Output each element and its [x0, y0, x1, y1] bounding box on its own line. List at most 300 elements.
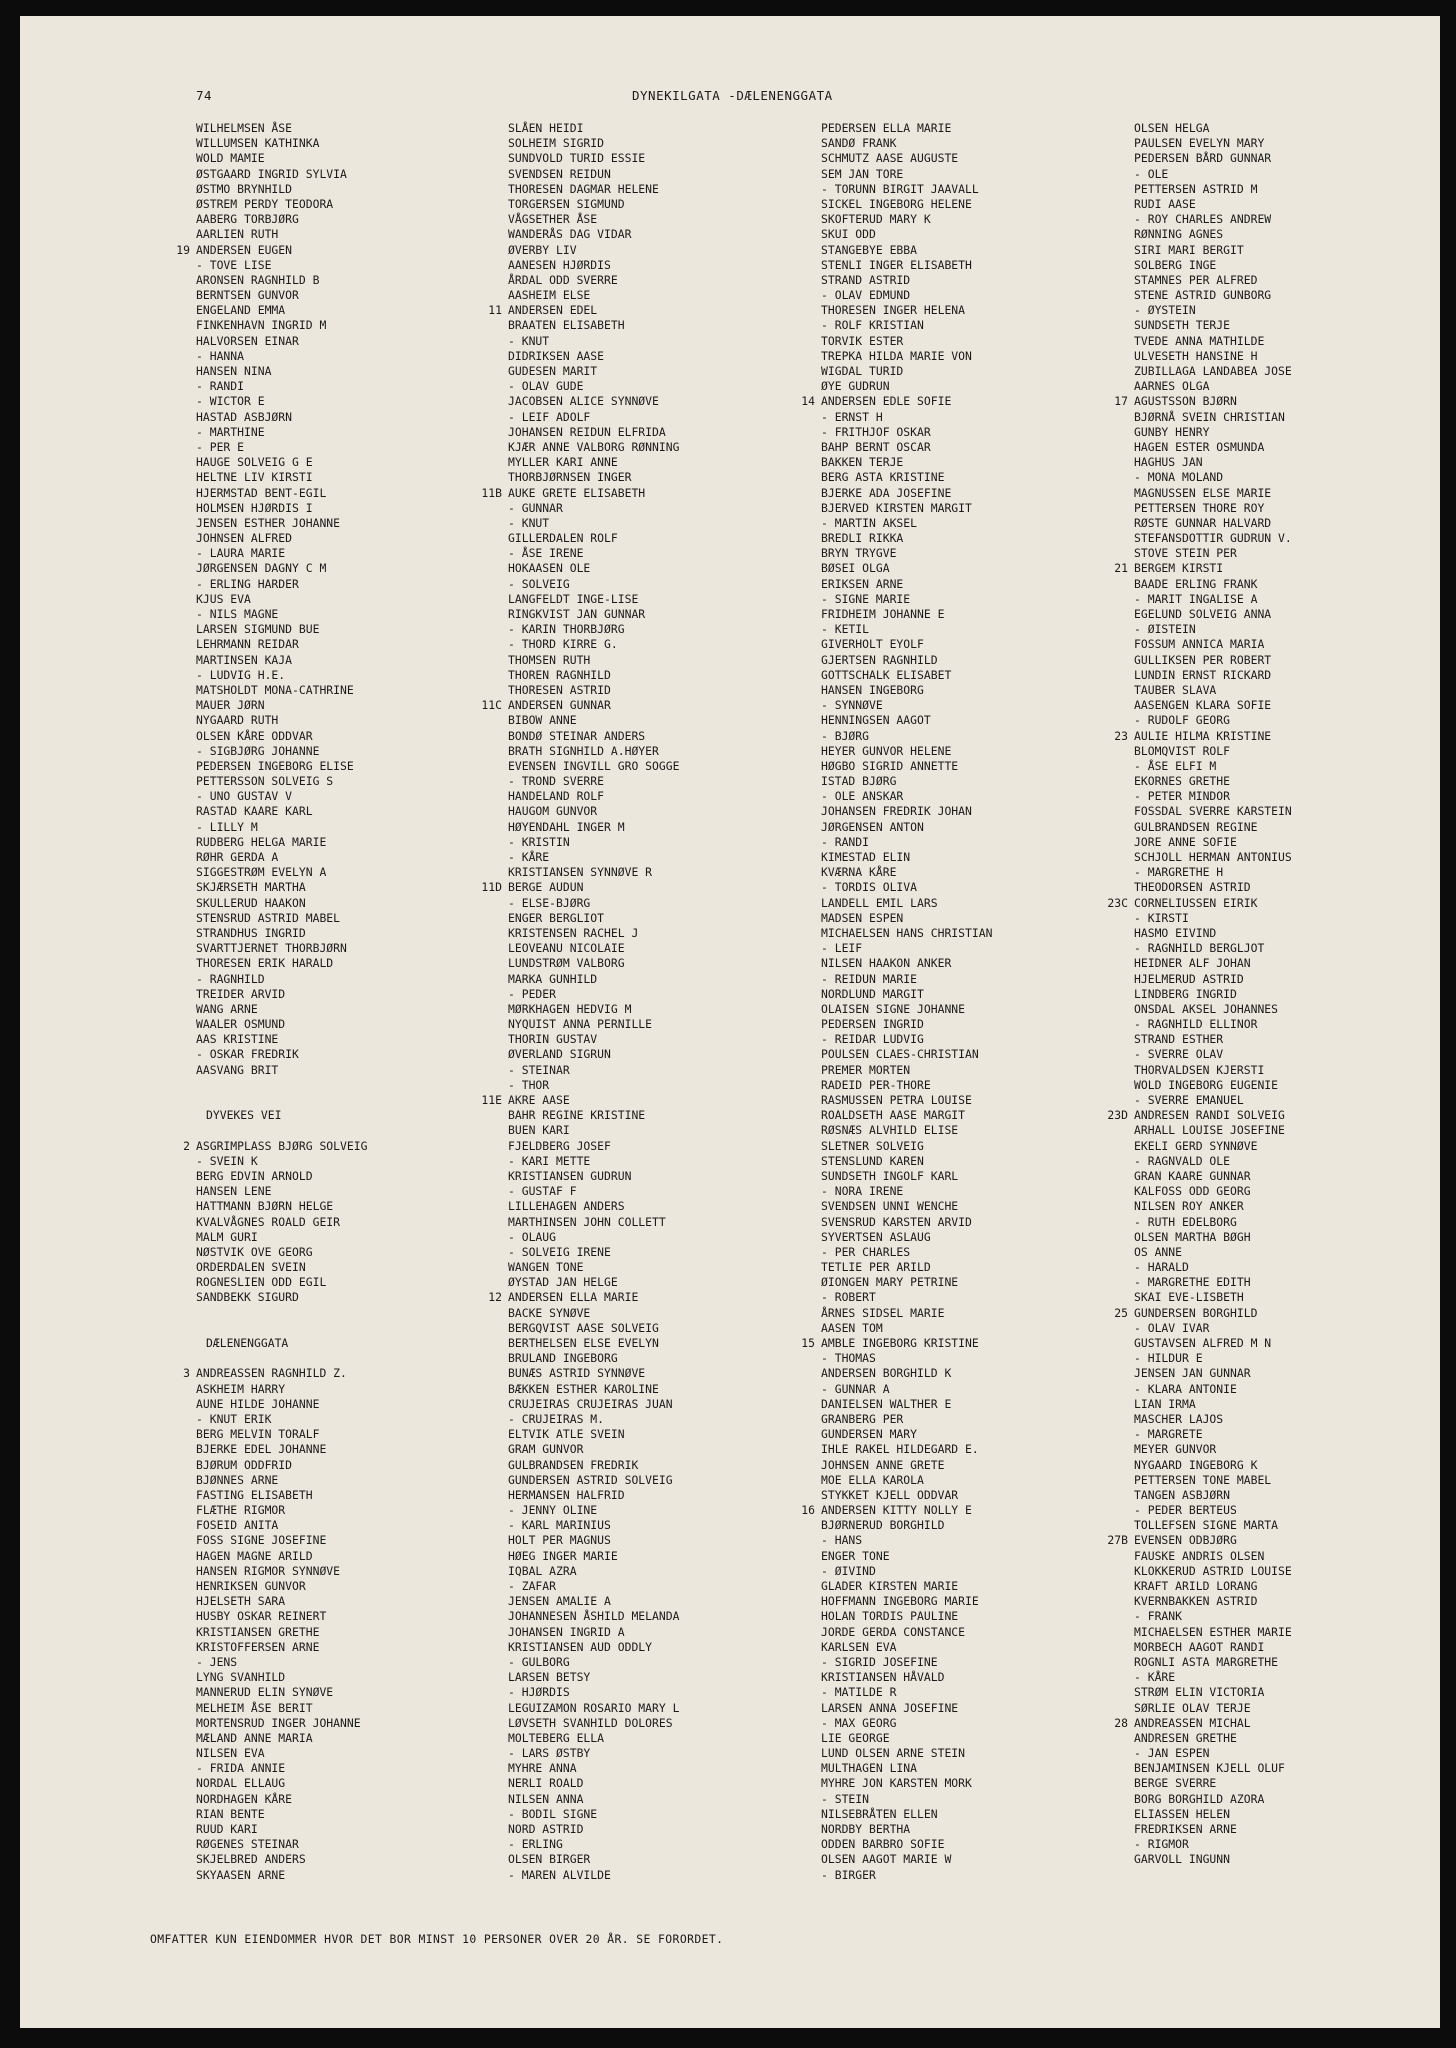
list-item	[196, 1776, 367, 1791]
resident-name: OS ANNE	[1134, 1244, 1183, 1259]
resident-name: - RAGNHILD BERGLJOT	[1134, 941, 1265, 956]
list-item	[1134, 1746, 1292, 1761]
list-item	[196, 1625, 367, 1640]
list-item	[821, 227, 992, 242]
list-item	[196, 1032, 367, 1047]
list-item	[196, 1093, 367, 1108]
resident-name: AARLIEN RUTH	[196, 227, 279, 242]
list-item	[196, 273, 367, 288]
list-item	[821, 516, 992, 531]
list-item	[176, 242, 367, 258]
resident-name: LIE GEORGE	[821, 1730, 890, 1745]
resident-name: NYGAARD RUTH	[196, 713, 279, 728]
resident-name: NORD ASTRID	[508, 1822, 584, 1836]
list-item	[508, 987, 679, 1002]
street-heading	[196, 1336, 367, 1351]
resident-name: BERG EDVIN ARNOLD	[196, 1168, 313, 1183]
list-item	[821, 1169, 992, 1184]
resident-name: NERLI ROALD	[508, 1776, 584, 1791]
list-item	[821, 941, 992, 956]
resident-name: MAGNUSSEN ELSE MARIE	[1134, 485, 1272, 500]
resident-name: - LEIF ADOLF	[508, 409, 591, 424]
list-item	[196, 1685, 367, 1700]
resident-name: MYHRE ANNA	[508, 1761, 577, 1776]
list-item	[1107, 1533, 1292, 1548]
resident-name: HJELMERUD ASTRID	[1134, 971, 1244, 986]
resident-name: LEHRMANN REIDAR	[196, 637, 299, 652]
resident-name: SLÅEN HEIDI	[508, 121, 584, 135]
resident-name: - HILDUR E	[1134, 1351, 1203, 1366]
list-item	[196, 789, 367, 804]
list-item	[1134, 789, 1292, 804]
resident-name: - HJØRDIS	[508, 1685, 570, 1700]
list-item	[508, 1139, 679, 1154]
resident-name: - PETER MINDOR	[1134, 789, 1231, 804]
resident-name: HAGEN MAGNE ARILD	[196, 1548, 313, 1563]
resident-name: RASMUSSEN PETRA LOUISE	[821, 1093, 972, 1107]
resident-name: STRØM ELIN VICTORIA	[1134, 1685, 1265, 1700]
resident-name: ØSTGAARD INGRID SYLVIA	[196, 166, 347, 181]
resident-name: - TOVE LISE	[196, 257, 272, 272]
resident-name: - ERLING HARDER	[196, 576, 299, 591]
list-item	[508, 972, 679, 987]
resident-name: FLÆTHE RIGMOR	[196, 1503, 286, 1518]
list-item	[196, 1215, 367, 1230]
list-item	[196, 1837, 367, 1852]
list-item	[196, 486, 367, 501]
list-item	[1134, 759, 1292, 774]
resident-name: LANGFELDT INGE-LISE	[508, 591, 639, 606]
resident-name: STEFANSDOTTIR GUDRUN V.	[1134, 531, 1292, 546]
list-item	[1134, 804, 1292, 819]
list-item	[196, 364, 367, 379]
resident-name: BÆKKEN ESTHER KAROLINE	[508, 1381, 659, 1396]
list-item	[1134, 1655, 1292, 1670]
list-item	[508, 622, 679, 637]
resident-name: - RAGNVALD OLE	[1134, 1153, 1231, 1168]
resident-name: AASEN TOM	[821, 1320, 883, 1335]
list-item	[821, 729, 992, 744]
resident-name: RØHR GERDA A	[196, 850, 279, 864]
resident-name: WANGEN TONE	[508, 1260, 584, 1275]
list-item	[481, 485, 679, 501]
list-item	[1134, 531, 1292, 546]
resident-name: HØYENDAHL INGER M	[508, 819, 625, 834]
list-item	[821, 1382, 992, 1397]
resident-name: ASGRIMPLASS BJØRG SOLVEIG	[196, 1138, 368, 1153]
resident-name: KALFOSS ODD GEORG	[1134, 1184, 1251, 1199]
list-item	[196, 167, 367, 182]
house-number: 12	[488, 1290, 502, 1305]
list-item	[196, 1533, 367, 1548]
resident-name: HANSEN INGEBORG	[821, 682, 924, 697]
list-item	[821, 987, 992, 1002]
list-item	[1134, 1792, 1292, 1807]
list-item	[196, 1564, 367, 1579]
list-item	[1134, 1594, 1292, 1609]
list-item	[821, 1746, 992, 1761]
resident-name: BAKKEN TERJE	[821, 455, 904, 470]
resident-name: THORBJØRNSEN INGER	[508, 470, 632, 485]
list-item	[1134, 607, 1292, 622]
resident-name: FOSSDAL SVERRE KARSTEIN	[1134, 804, 1292, 819]
resident-name: - JENS	[196, 1654, 238, 1669]
list-item	[508, 1518, 679, 1533]
list-item	[821, 698, 992, 713]
list-item	[196, 804, 367, 819]
resident-name: HAUGOM GUNVOR	[508, 804, 598, 819]
resident-name: HUSBY OSKAR REINERT	[196, 1609, 327, 1624]
list-item	[821, 1807, 992, 1822]
list-item	[488, 303, 679, 318]
list-item	[196, 850, 367, 865]
list-item	[508, 425, 679, 440]
house-number: 23C	[1107, 895, 1128, 910]
list-item	[508, 850, 679, 865]
resident-name: BAHR REGINE KRISTINE	[508, 1108, 646, 1123]
house-number: 28	[1114, 1715, 1128, 1730]
resident-name: MADSEN ESPEN	[821, 910, 904, 925]
list-item	[821, 1290, 992, 1305]
list-item	[481, 698, 679, 713]
resident-name: MELHEIM ÅSE BERIT	[196, 1700, 313, 1715]
resident-name: ÅRNES SIDSEL MARIE	[821, 1305, 945, 1320]
column-2	[481, 121, 680, 1883]
list-item	[1134, 972, 1292, 987]
list-item	[508, 1154, 679, 1169]
list-item	[821, 561, 992, 576]
resident-name: WANDERÅS DAG VIDAR	[508, 227, 632, 242]
list-item	[508, 334, 679, 349]
list-item	[508, 136, 679, 151]
list-item	[1134, 1549, 1292, 1564]
list-item	[508, 410, 679, 425]
resident-name: - BJØRG	[821, 728, 870, 743]
list-item	[196, 1852, 367, 1867]
resident-name: MYHRE JON KARSTEN MORK	[821, 1776, 972, 1791]
resident-name: CRUJEIRAS CRUJEIRAS JUAN	[508, 1396, 673, 1411]
list-item	[196, 1230, 367, 1245]
resident-name: HJELSETH SARA	[196, 1594, 286, 1609]
list-item	[1134, 668, 1292, 683]
resident-name: HANSEN LENE	[196, 1184, 272, 1199]
list-item	[1134, 212, 1292, 227]
list-item	[196, 1655, 367, 1670]
resident-name: EGELUND SOLVEIG ANNA	[1134, 607, 1272, 621]
resident-name: - BIRGER	[821, 1867, 876, 1882]
list-item	[196, 1488, 367, 1503]
resident-name: ANDERSEN EDEL	[508, 303, 598, 318]
list-item	[821, 668, 992, 683]
list-item	[1134, 1245, 1292, 1260]
list-item	[821, 1579, 992, 1594]
list-item	[508, 1746, 679, 1761]
resident-name: WILLUMSEN KATHINKA	[196, 136, 320, 151]
resident-name: - HANS	[821, 1533, 863, 1548]
list-item	[508, 1625, 679, 1640]
list-item	[1134, 637, 1292, 652]
resident-name: ØSTMO BRYNHILD	[196, 181, 293, 196]
resident-name: BRAATEN ELISABETH	[508, 318, 625, 333]
resident-name: HOLMSEN HJØRDIS I	[196, 500, 313, 515]
list-item	[1134, 1002, 1292, 1017]
list-item	[196, 941, 367, 956]
list-item	[508, 212, 679, 227]
house-number: 19	[176, 242, 190, 257]
resident-name: FAUSKE ANDRIS OLSEN	[1134, 1548, 1265, 1563]
resident-name: NORDBY BERTHA	[821, 1822, 911, 1836]
resident-name: RIAN BENTE	[196, 1806, 265, 1821]
list-item	[196, 820, 367, 835]
resident-name: - STEINAR	[508, 1062, 570, 1077]
resident-name: THEODORSEN ASTRID	[1134, 880, 1251, 895]
list-item	[821, 1427, 992, 1442]
resident-name: GUSTAVSEN ALFRED M N	[1134, 1336, 1272, 1350]
resident-name: MALM GURI	[196, 1229, 258, 1244]
resident-name: EKORNES GRETHE	[1134, 774, 1231, 789]
list-item	[821, 1761, 992, 1776]
list-item	[1134, 1351, 1292, 1366]
resident-name: - NILS MAGNE	[196, 607, 279, 621]
resident-name: - KIRSTI	[1134, 910, 1189, 925]
list-item	[508, 470, 679, 485]
list-item	[508, 121, 679, 136]
list-item	[821, 182, 992, 197]
list-item	[508, 1609, 679, 1624]
list-item	[821, 151, 992, 166]
resident-name: NILSEN ROY ANKER	[1134, 1199, 1244, 1214]
house-number: 11	[488, 303, 502, 318]
list-item	[1134, 1701, 1292, 1716]
resident-name: LARSEN ANNA JOSEFINE	[821, 1700, 959, 1715]
resident-name: - LILLY M	[196, 819, 258, 834]
list-item	[508, 1412, 679, 1427]
list-item	[196, 1260, 367, 1275]
list-item	[508, 1761, 679, 1776]
resident-name: SVENDSEN UNNI WENCHE	[821, 1199, 959, 1214]
house-number: 11B	[481, 485, 502, 500]
resident-name: NORDLUND MARGIT	[821, 986, 924, 1001]
list-item	[508, 1260, 679, 1275]
resident-name: - LAURA MARIE	[196, 546, 286, 561]
resident-name: HAGEN ESTER OSMUNDA	[1134, 439, 1265, 454]
list-item	[196, 121, 367, 136]
resident-name: KVERNBAKKEN ASTRID	[1134, 1594, 1258, 1609]
list-item	[508, 1458, 679, 1473]
list-item	[1134, 334, 1292, 349]
resident-name: ORDERDALEN SVEIN	[196, 1260, 306, 1275]
list-item	[196, 926, 367, 941]
resident-name: AUKE GRETE ELISABETH	[508, 485, 646, 500]
list-item	[1134, 1063, 1292, 1078]
resident-name: SUNDVOLD TURID ESSIE	[508, 151, 646, 166]
resident-name: SOLBERG INGE	[1134, 257, 1217, 272]
resident-name: - GUNNAR	[508, 500, 563, 515]
list-item	[508, 713, 679, 728]
resident-name: ØIONGEN MARY PETRINE	[821, 1275, 959, 1290]
list-item	[1134, 1640, 1292, 1655]
list-item	[196, 1275, 367, 1290]
list-item	[196, 1351, 367, 1366]
list-item	[1134, 470, 1292, 485]
list-item	[1134, 1139, 1292, 1154]
resident-name: LØVSETH SVANHILD DOLORES	[508, 1715, 673, 1730]
resident-name: JACOBSEN ALICE SYNNØVE	[508, 394, 659, 409]
list-item	[821, 486, 992, 501]
resident-name: BRYN TRYGVE	[821, 546, 897, 561]
resident-name: PAULSEN EVELYN MARY	[1134, 136, 1265, 151]
list-item	[821, 850, 992, 865]
resident-name: HELTNE LIV KIRSTI	[196, 470, 313, 485]
list-item	[1134, 167, 1292, 182]
list-item	[508, 911, 679, 926]
resident-name: JENSEN ESTHER JOHANNE	[196, 515, 341, 530]
list-item	[821, 713, 992, 728]
resident-name: BERG ASTA KRISTINE	[821, 470, 945, 485]
list-item	[196, 1382, 367, 1397]
list-item	[821, 121, 992, 136]
list-item	[508, 1473, 679, 1488]
list-item	[821, 1518, 992, 1533]
resident-name: - ERNST H	[821, 409, 883, 424]
list-item	[821, 759, 992, 774]
list-item	[1134, 926, 1292, 941]
list-item	[196, 1807, 367, 1822]
resident-name: KJÆR ANNE VALBORG RØNNING	[508, 439, 680, 454]
list-item	[821, 1002, 992, 1017]
list-item	[821, 1609, 992, 1624]
resident-name: ØVERBY LIV	[508, 242, 577, 257]
resident-name: BACKE SYNØVE	[508, 1305, 591, 1320]
list-item	[196, 1427, 367, 1442]
list-item	[508, 318, 679, 333]
resident-name: - SIGRID JOSEFINE	[821, 1654, 938, 1669]
list-item	[508, 1655, 679, 1670]
list-item	[196, 1017, 367, 1032]
resident-name: - MARGRETHE H	[1134, 865, 1224, 880]
resident-name: SICKEL INGEBORG HELENE	[821, 196, 972, 211]
list-item	[1134, 243, 1292, 258]
list-item	[508, 151, 679, 166]
list-item	[508, 1564, 679, 1579]
list-item	[821, 1594, 992, 1609]
resident-name: THORESEN DAGMAR HELENE	[508, 181, 659, 196]
resident-name: AANESEN HJØRDIS	[508, 257, 611, 272]
resident-name: SKULLERUD HAAKON	[196, 895, 306, 910]
list-item	[1134, 1032, 1292, 1047]
list-item	[1134, 425, 1292, 440]
resident-name: SVENSRUD KARSTEN ARVID	[821, 1214, 972, 1229]
resident-name: - ÅSE IRENE	[508, 546, 584, 561]
list-item	[508, 1670, 679, 1685]
list-item	[508, 668, 679, 683]
resident-name: FRIDHEIM JOHANNE E	[821, 607, 945, 621]
list-item	[821, 1260, 992, 1275]
resident-name: BRATH SIGNHILD A.HØYER	[508, 743, 659, 758]
resident-name: GUNDERSEN ASTRID SOLVEIG	[508, 1472, 673, 1487]
list-item	[801, 394, 992, 409]
resident-name: BERGEM KIRSTI	[1134, 561, 1224, 576]
list-item	[508, 561, 679, 576]
resident-name: STYKKET KJELL ODDVAR	[821, 1487, 959, 1502]
list-item	[508, 1002, 679, 1017]
list-item	[1134, 121, 1292, 136]
resident-name: FOSEID ANITA	[196, 1518, 279, 1533]
resident-name: OLSEN BIRGER	[508, 1852, 591, 1867]
list-item	[196, 880, 367, 895]
resident-name: ZUBILLAGA LANDABEA JOSE	[1134, 364, 1292, 378]
resident-name: HATTMANN BJØRN HELGE	[196, 1199, 334, 1214]
list-item	[196, 1047, 367, 1062]
list-item	[508, 865, 679, 880]
list-item	[821, 1533, 992, 1548]
resident-name: HAUGE SOLVEIG G E	[196, 455, 313, 470]
resident-name: TREPKA HILDA MARIE VON	[821, 348, 972, 363]
list-item	[1134, 1822, 1292, 1837]
list-item	[508, 1123, 679, 1138]
resident-name: HANSEN NINA	[196, 364, 272, 378]
list-item	[1134, 577, 1292, 592]
list-item	[196, 698, 367, 713]
resident-name: - KÅRE	[508, 850, 550, 864]
resident-name: KIMESTAD ELIN	[821, 850, 911, 864]
resident-name: - ØISTEIN	[1134, 622, 1196, 637]
resident-name: STENLI INGER ELISABETH	[821, 257, 972, 272]
resident-name: KRAFT ARILD LORANG	[1134, 1579, 1258, 1593]
list-item	[821, 455, 992, 470]
list-item	[508, 774, 679, 789]
resident-name: KRISTIANSEN GUDRUN	[508, 1168, 632, 1183]
resident-name: BRULAND INGEBORG	[508, 1351, 618, 1366]
column-4	[1107, 121, 1292, 1868]
resident-name: BJERVED KIRSTEN MARGIT	[821, 500, 972, 515]
list-item	[1134, 1412, 1292, 1427]
list-item	[1134, 1336, 1292, 1351]
resident-name: - RAGNHILD	[196, 971, 265, 986]
list-item	[508, 1640, 679, 1655]
list-item	[1134, 1382, 1292, 1397]
resident-name: - OLE ANSKAR	[821, 789, 904, 804]
list-item	[508, 683, 679, 698]
resident-name: - KRISTIN	[508, 834, 570, 849]
resident-name: GULLIKSEN PER ROBERT	[1134, 652, 1272, 667]
resident-name: SEM JAN TORE	[821, 166, 904, 181]
list-item	[508, 744, 679, 759]
resident-name: RUDI AASE	[1134, 196, 1196, 211]
resident-name: - STEIN	[821, 1791, 870, 1806]
list-item	[821, 425, 992, 440]
list-item	[196, 227, 367, 242]
resident-name: MORTENSRUD INGER JOHANNE	[196, 1715, 361, 1730]
list-item	[1134, 1761, 1292, 1776]
list-item	[196, 1458, 367, 1473]
list-item	[196, 1245, 367, 1260]
list-item	[1134, 288, 1292, 303]
resident-name: - ÅSE ELFI M	[1134, 758, 1217, 773]
list-item	[1134, 850, 1292, 865]
list-item	[821, 470, 992, 485]
resident-name: SCHJOLL HERMAN ANTONIUS	[1134, 850, 1292, 864]
resident-name: - ELSE-BJØRG	[508, 895, 591, 910]
list-item	[1114, 561, 1292, 576]
list-item	[1134, 303, 1292, 318]
list-item	[481, 880, 679, 895]
list-item	[508, 1215, 679, 1230]
resident-name: RINGKVIST JAN GUNNAR	[508, 607, 646, 621]
list-item	[1134, 455, 1292, 470]
resident-name: BAHP BERNT OSCAR	[821, 439, 931, 454]
list-item	[508, 1017, 679, 1032]
